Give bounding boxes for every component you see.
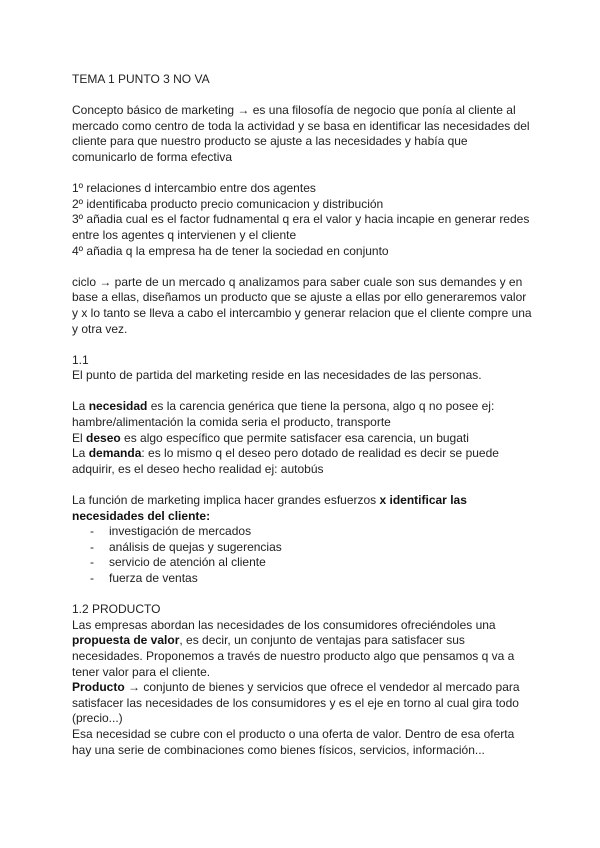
list-item: - fuerza de ventas: [72, 571, 532, 587]
point-3: 3º añadia cual es el factor fudnamental q era el valor y hacia incapie en generar redes entre los agentes q intervienen y el cliente: [72, 212, 530, 242]
necesidad-text: es la carencia genérica que tiene la persona, algo q no posee ej: hambre/alimentación la comida seria el producto, transporte: [72, 399, 495, 430]
deseo-pre: El: [72, 430, 87, 445]
list-item: - análisis de quejas y sugerencias: [72, 540, 532, 556]
document-title: TEMA 1 PUNTO 3 NO VA: [72, 72, 210, 86]
list-item: - investigación de mercados: [72, 524, 532, 540]
propuesta-paragraph: [72, 618, 532, 680]
producto-definition: [72, 680, 532, 727]
section-1-1-lead: El punto de partida del marketing reside en las necesidades de las personas.: [72, 368, 482, 383]
demanda-definition: [72, 446, 532, 477]
demanda-term: demanda: [88, 446, 142, 461]
deseo-definition: [72, 431, 532, 447]
point-2: 2º identificaba producto precio comunicacion y distribución: [72, 196, 384, 211]
necesidad-definition: [72, 399, 532, 430]
deseo-term: deseo: [86, 430, 121, 445]
propuesta-pre: Las empresas abordan las necesidades de los consumidores ofreciéndoles una: [72, 617, 496, 632]
funcion-bold: x identificar las necesidades del cliente:: [72, 493, 467, 523]
oferta-paragraph: Esa necesidad se cubre con el producto o una oferta de valor. Dentro de esa oferta hay una serie de combinaciones como bienes físicos, servicios, información...: [72, 726, 515, 757]
necesidad-term: necesidad: [88, 399, 148, 414]
document-body: [72, 72, 532, 758]
propuesta-text: , es decir, un conjunto de ventajas para satisfacer sus necesidades. Proponemos a través de nuestro producto algo que pensamos q va a tener valor para el cliente.: [72, 633, 515, 679]
demanda-text: : es lo mismo q el deseo pero dotado de realidad es decir se puede adquirir, es el deseo hecho realidad ej: autobús: [72, 446, 499, 476]
funcion-pre: La función de marketing implica hacer grandes esfuerzos: [72, 493, 380, 508]
section-1-2-heading: 1.2 PRODUCTO: [72, 602, 161, 617]
point-1: 1º relaciones d intercambio entre dos agentes: [72, 181, 316, 196]
producto-term: Producto: [72, 680, 125, 695]
list-item: - servicio de atención al cliente: [72, 555, 532, 571]
point-4: 4º añadia q la empresa ha de tener la sociedad en conjunto: [72, 243, 389, 258]
intro-paragraph: Concepto básico de marketing → es una filosofía de negocio que ponía al cliente al mercado como centro de toda la actividad y se basa en identificar las necesidades del cliente para que nuestro producto se ajuste a las necesidades y había que comunicarlo de forma efectiva: [72, 103, 530, 164]
ciclo-paragraph: ciclo → parte de un mercado q analizamos para saber cuale son sus demandes y en base a ellas, diseñamos un producto que se ajuste a ellas por ello generaremos valor y x lo tanto se lleva a cabo el intercambio y generar relacion que el cliente compre una y otra vez.: [72, 274, 532, 336]
demanda-pre: La: [72, 446, 89, 461]
section-1-1-number: 1.1: [72, 352, 89, 367]
funcion-list: [72, 524, 532, 586]
necesidad-pre: La: [72, 399, 89, 414]
producto-text: → conjunto de bienes y servicios que ofrece el vendedor al mercado para satisfacer las necesidades de los consumidores y es el eje en torno al cual gira todo (precio...): [72, 680, 520, 726]
deseo-text: es algo específico que permite satisfacer esa carencia, un bugati: [120, 430, 469, 445]
propuesta-term: propuesta de valor: [72, 633, 180, 648]
funcion-paragraph: [72, 493, 532, 524]
